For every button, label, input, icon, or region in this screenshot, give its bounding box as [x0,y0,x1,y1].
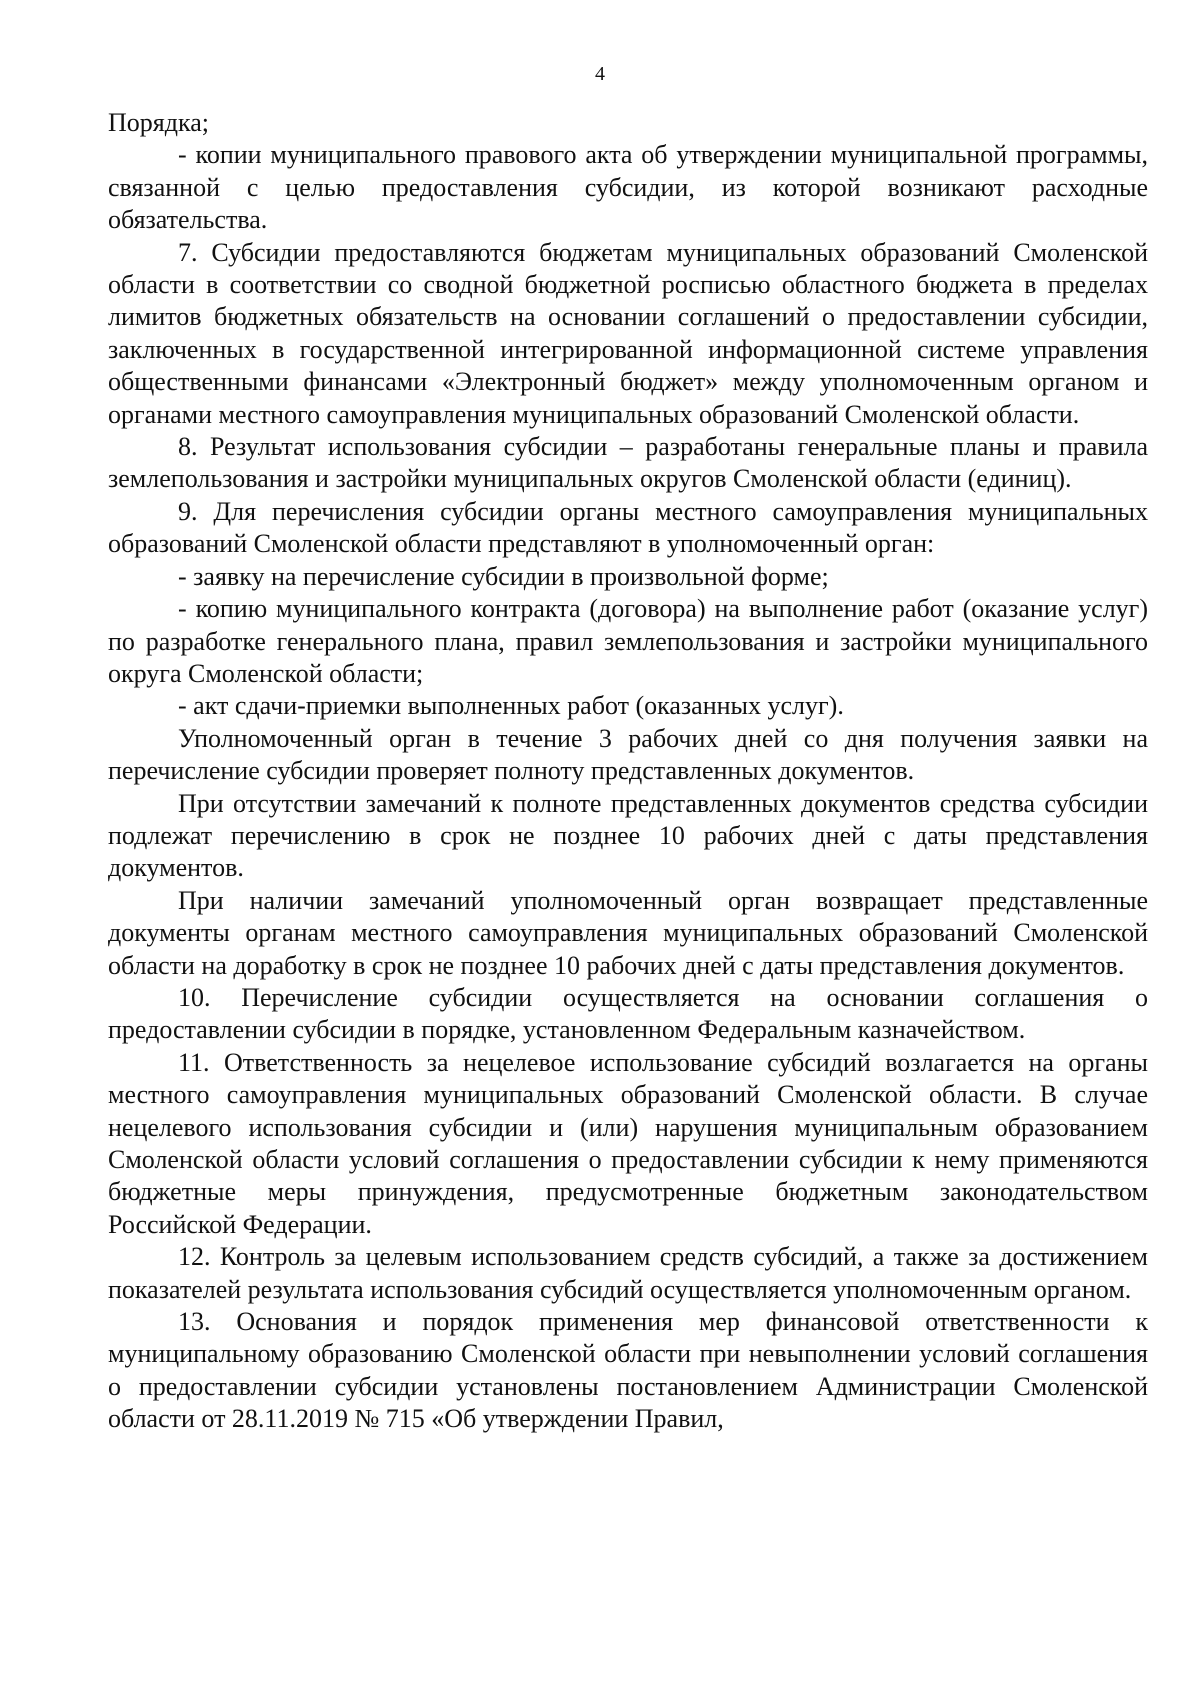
paragraph-7: 7. Субсидии предоставляются бюджетам муниципальных образований Смоленской области в соответствии со сводной бюджетной росписью областного бюджета в пределах лимитов бюджетных обязательств на основании соглашений о предоставлении субсидии, заключенных в государственной интегрированной информационной системе управления общественными финансами «Электронный бюджет» между уполномоченным органом и органами местного самоуправления муниципальных образований Смоленской области. [108,237,1148,429]
paragraph-13: 13. Основания и порядок применения мер финансовой ответственности к муниципальному образованию Смоленской области при невыполнении условий соглашения о предоставлении субсидии установлены постановлением Администрации Смоленской области от 28.11.2019 № 715 «Об утверждении Правил, [108,1307,1148,1434]
paragraph-9-remarks: При наличии замечаний уполномоченный орган возвращает представленные документы органам местного самоуправления муниципальных образований Смоленской области на доработку в срок не позднее 10 рабочих дней с даты представления документов. [108,885,1148,980]
paragraph-9: 9. Для перечисления субсидии органы местного самоуправления муниципальных образований Смоленской области представляют в уполномоченный орган: [108,496,1148,559]
paragraph-9-item-application: - заявку на перечисление субсидии в произвольной форме; [178,561,829,591]
paragraph-8: 8. Результат использования субсидии – разработаны генеральные планы и правила землепользования и застройки муниципальных округов Смоленской области (единиц). [108,432,1148,494]
paragraph-9-no-remarks: При отсутствии замечаний к полноте представленных документов средства субсидии подлежат перечислению в срок не позднее 10 рабочих дней с даты представления документов. [108,788,1148,883]
paragraph-12: 12. Контроль за целевым использованием средств субсидий, а также за достижением показателей результата использования субсидий осуществляется уполномоченным органом. [108,1242,1148,1304]
paragraph-10: 10. Перечисление субсидии осуществляется на основании соглашения о предоставлении субсидии в порядке, установленном Федеральным казначейством. [108,982,1148,1045]
paragraph-9-item-acceptance-act: - акт сдачи-приемки выполненных работ (оказанных услуг). [178,691,844,721]
document-body [108,107,1148,1436]
paragraph-11: 11. Ответственность за нецелевое использование субсидий возлагается на органы местного самоуправления муниципальных образований Смоленской области. В случае нецелевого использования субсидии и (или) нарушения муниципальным образованием Смоленской области условий соглашения о предоставлении субсидии к нему применяются бюджетные меры принуждения, предусмотренные бюджетным законодательством Российской Федерации. [108,1047,1148,1239]
paragraph-list-item-program-copy: - копии муниципального правового акта об утверждении муниципальной программы, связанной с целью предоставления субсидии, из которой возникают расходные обязательства. [108,140,1148,235]
paragraph-9-check: Уполномоченный орган в течение 3 рабочих дней со дня получения заявки на перечисление субсидии проверяет полноту представленных документов. [108,723,1148,786]
paragraph-9-item-contract: - копию муниципального контракта (договора) на выполнение работ (оказание услуг) по разработке генерального плана, правил землепользования и застройки муниципального округа Смоленской области; [108,594,1148,688]
page-number: 4 [595,63,605,85]
paragraph-continuation: Порядка; [108,108,209,137]
